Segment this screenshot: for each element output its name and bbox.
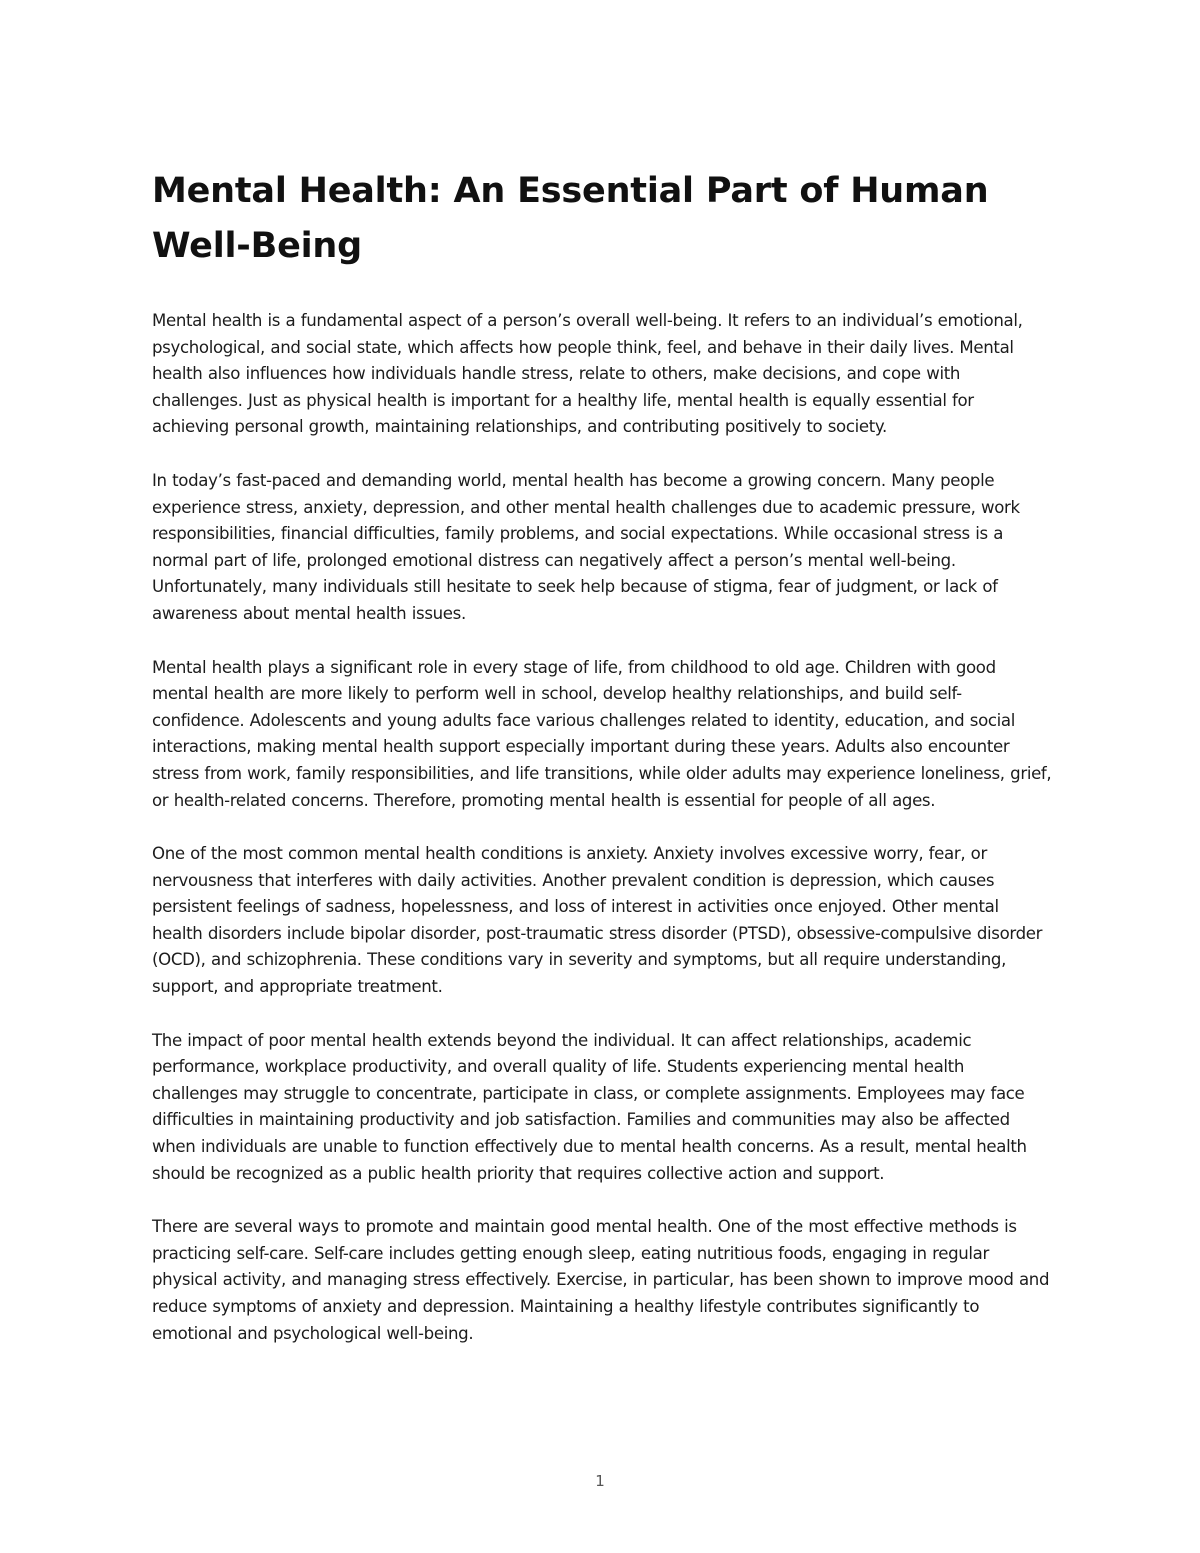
paragraph-5: The impact of poor mental health extends beyond the individual. It can affect relationships, academic performance, workplace productivity, and overall quality of life. Students experiencing mental health challenges may struggle to concentrate, participate in class, or complete assignments. Employees may face difficulties in maintaining productivity and job satisfaction. Families and communities may also be affected when individuals are unable to function effectively due to mental health concerns. As a result, mental health should be recognized as a public health priority that requires collective action and support. bbox=[152, 1030, 1027, 1183]
paragraph-4: One of the most common mental health conditions is anxiety. Anxiety involves excessive worry, fear, or nervousness that interferes with daily activities. Another prevalent condition is depression, which causes persistent feelings of sadness, hopelessness, and loss of interest in activities once enjoyed. Other mental health disorders include bipolar disorder, post-traumatic stress disorder (PTSD), obsessive-compulsive disorder (OCD), and schizophrenia. These conditions vary in severity and symptoms, but all require understanding, support, and appropriate treatment. bbox=[152, 844, 1043, 997]
paragraph-3: Mental health plays a significant role in every stage of life, from childhood to old age. Children with good mental health are more likely to perform well in school, develop healthy relationships, and build self-confidence. Adolescents and young adults face various challenges related to identity, education, and social interactions, making mental health support especially important during these years. Adults also encounter stress from work, family responsibilities, and life transitions, while older adults may experience loneliness, grief, or health-related concerns. Therefore, promoting mental health is essential for people of all ages. bbox=[152, 657, 1052, 810]
paragraph-6: There are several ways to promote and maintain good mental health. One of the most effective methods is practicing self-care. Self-care includes getting enough sleep, eating nutritious foods, engaging in regular physical activity, and managing stress effectively. Exercise, in particular, has been shown to improve mood and reduce symptoms of anxiety and depression. Maintaining a healthy lifestyle contributes significantly to emotional and psychological well-being. bbox=[152, 1217, 1050, 1343]
page-number: 1 bbox=[595, 1472, 605, 1490]
paragraph-2: In today’s fast-paced and demanding world, mental health has become a growing concern. Many people experience stress, anxiety, depression, and other mental health challenges due to academic pressure, work responsibilities, financial difficulties, family problems, and social expectations. While occasional stress is a normal part of life, prolonged emotional distress can negatively affect a person’s mental well-being. Unfortunately, many individuals still hesitate to seek help because of stigma, fear of judgment, or lack of awareness about mental health issues. bbox=[152, 470, 1020, 623]
paragraph-1: Mental health is a fundamental aspect of a person’s overall well-being. It refers to an individual’s emotional, psychological, and social state, which affects how people think, feel, and behave in their daily lives. Mental health also influences how individuals handle stress, relate to others, make decisions, and cope with challenges. Just as physical health is important for a healthy life, mental health is equally essential for achieving personal growth, maintaining relationships, and contributing positively to society. bbox=[152, 311, 1023, 437]
document-title: Mental Health: An Essential Part of Human Well-Being bbox=[152, 171, 989, 266]
document-body bbox=[152, 164, 1052, 1374]
